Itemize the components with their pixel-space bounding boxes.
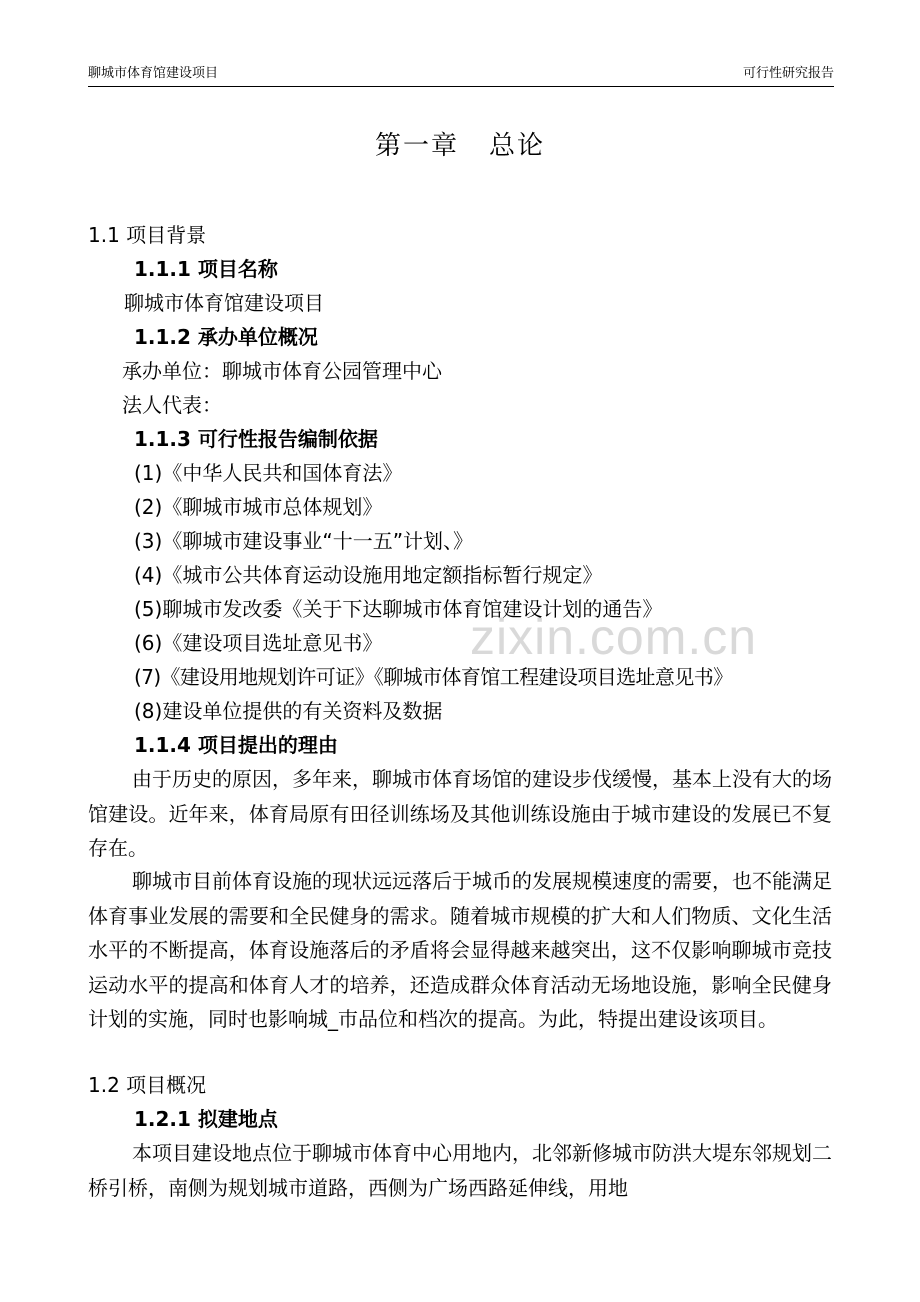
- watermark: zixin.com.cn: [470, 609, 758, 665]
- basis-item: (6)《建设项目选址意见书》: [134, 631, 383, 655]
- basis-item: (5)聊城市发改委《关于下达聊城市体育馆建设计划的通告》: [134, 597, 663, 621]
- header-project-title: 聊城市体育馆建设项目: [88, 66, 219, 81]
- section-1-1-4-heading: 1.1.4 项目提出的理由: [134, 733, 338, 757]
- chapter-name: 总论: [489, 131, 546, 161]
- chapter-number: 第一章: [374, 131, 459, 161]
- basis-item: (8)建设单位提供的有关资料及数据: [134, 699, 443, 723]
- reason-paragraph-1: [88, 762, 832, 866]
- site-paragraph: [88, 1136, 832, 1205]
- reason-paragraph-2: [88, 864, 832, 1037]
- header-report-type: 可行性研究报告: [742, 66, 834, 81]
- section-1-1-1-heading: 1.1.1 项目名称: [134, 257, 278, 281]
- basis-item: (3)《聊城市建设事业“十一五”计划、》: [134, 529, 474, 553]
- organizer-text: 承办单位：聊城市体育公园管理中心: [122, 359, 442, 383]
- reason-paragraph-2-text: 聊城市目前体育设施的现状远远落后于城币的发展规模速度的需要，也不能满足体育事业发展的需要和全民健身的需求。随着城市规模的扩大和人们物质、文化生活水平的不断提高，体育设施落后的矛盾将会显得越来越突出，这不仅影响聊城市竞技运动水平的提高和体育人才的培养，还造成群众体育活动无场地设施，影响全民健身计划的实施，同时也影响城_巿品位和档次的提高。为此，特提出建设该项目。: [88, 869, 832, 1031]
- reason-paragraph-1-text: 由于历史的原因，多年来，聊城市体育场馆的建设步伐缓慢，基本上没有大的场馆建设。近年来，体育局原有田径训练场及其他训练设施由于城市建设的发展已不复存在。: [88, 767, 832, 860]
- chapter-title: [0, 128, 920, 164]
- section-1-1-heading: 1.1 项目背景: [88, 223, 207, 247]
- site-paragraph-text: 本项目建设地点位于聊城市体育中心用地内，北邻新修城市防洪大堤东邻规划二桥引桥，南侧为规划城市道路，西侧为广场西路延伸线，用地: [88, 1141, 832, 1200]
- basis-item: (4)《城市公共体育运动设施用地定额指标暂行规定》: [134, 563, 603, 587]
- legal-rep-text: 法人代表：: [122, 393, 222, 417]
- section-1-1-2-heading: 1.1.2 承办单位概况: [134, 325, 318, 349]
- page-header: [88, 64, 834, 87]
- section-1-1-3-heading: 1.1.3 可行性报告编制依据: [134, 427, 378, 451]
- basis-item: (1)《中华人民共和国体育法》: [134, 461, 403, 485]
- section-1-2-heading: 1.2 项目概况: [88, 1073, 207, 1097]
- basis-item: (7)《建设用地规划许可证》《聊城市体育馆工程建设项目选址意见书》: [134, 665, 733, 689]
- basis-item: (2)《聊城市城市总体规划》: [134, 495, 383, 519]
- section-1-2-1-heading: 1.2.1 拟建地点: [134, 1107, 278, 1131]
- project-name-text: 聊城市体育馆建设项目: [124, 291, 324, 315]
